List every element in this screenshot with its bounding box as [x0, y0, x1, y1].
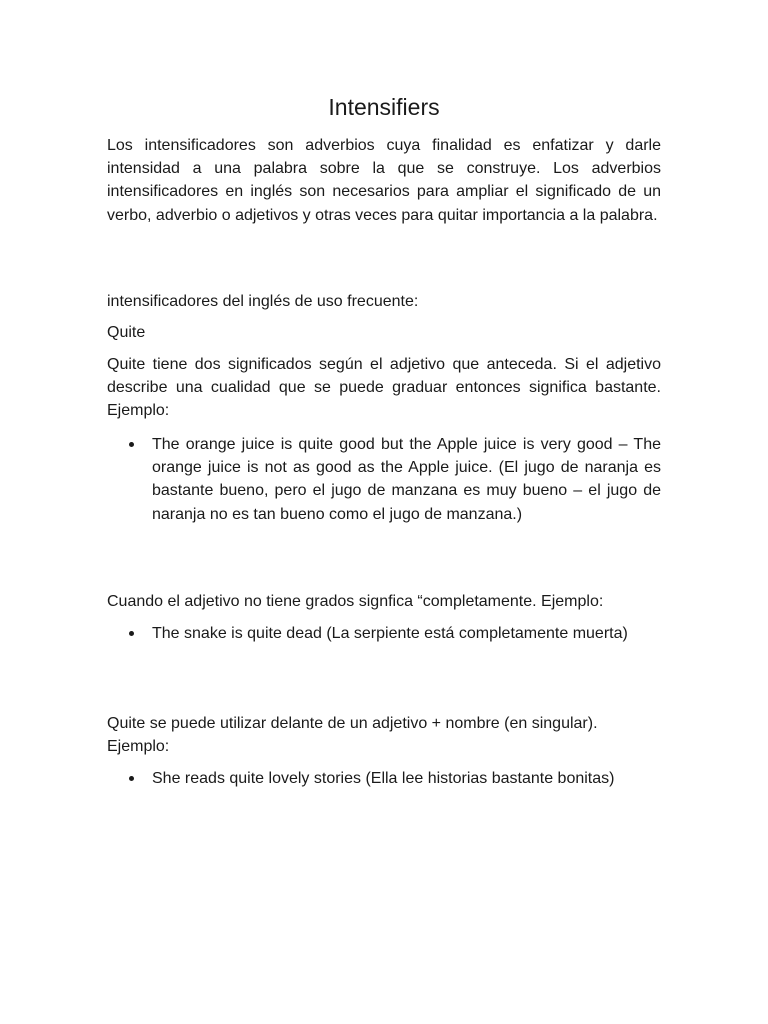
no-degree-paragraph: Cuando el adjetivo no tiene grados signfica “completamente. Ejemplo:	[107, 593, 604, 610]
list-item	[107, 622, 661, 645]
example-list-1	[107, 433, 661, 526]
bullet-icon	[129, 776, 134, 781]
bullet-icon	[129, 442, 134, 447]
list-item	[107, 433, 661, 526]
example-3-text: She reads quite lovely stories (Ella lee historias bastante bonitas)	[152, 770, 615, 787]
bullet-icon	[129, 631, 134, 636]
subheading-paragraph: intensificadores del inglés de uso frecuente:	[107, 293, 419, 310]
list-item	[107, 767, 661, 790]
example-1-text: The orange juice is quite good but the Apple juice is very good – The orange juice is not as good as the Apple juice. (El jugo de naranja es bastante bueno, pero el jugo de manzana es muy bueno – el jugo de naranja no es tan bueno como el jugo de manzana.)	[152, 436, 661, 523]
before-noun-paragraph: Quite se puede utilizar delante de un adjetivo + nombre (en singular). Ejemplo:	[107, 715, 598, 756]
example-list-2	[107, 622, 661, 645]
example-list-3	[107, 767, 661, 790]
quite-heading: Quite	[107, 324, 146, 341]
intro-paragraph: Los intensificadores son adverbios cuya finalidad es enfatizar y darle intensidad a una palabra sobre la que se construye. Los adverbios intensificadores en inglés son necesarios para ampliar el significado de un verbo, adverbio o adjetivos y otras veces para quitar importancia a la palabra.	[107, 137, 661, 224]
document-title: Intensifiers	[328, 94, 440, 120]
quite-meaning-paragraph: Quite tiene dos significados según el adjetivo que anteceda. Si el adjetivo describe una cualidad que se puede graduar entonces significa bastante. Ejemplo:	[107, 356, 661, 420]
example-2-text: The snake is quite dead (La serpiente está completamente muerta)	[152, 625, 628, 642]
